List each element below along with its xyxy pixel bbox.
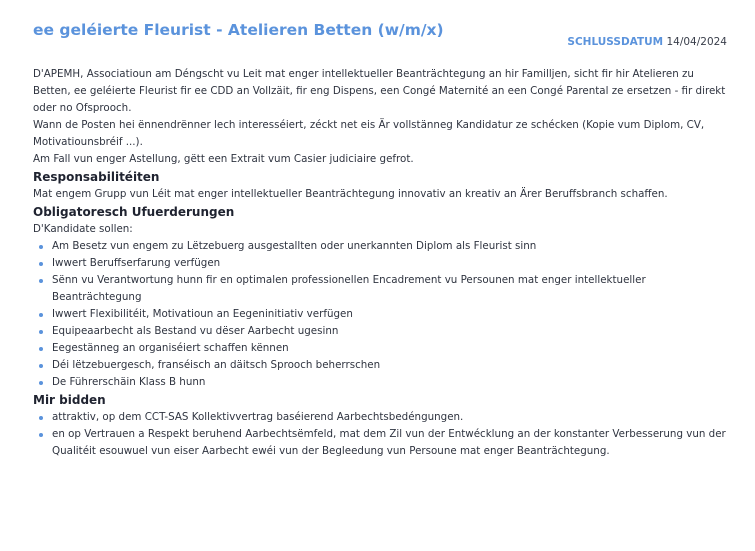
bullet-dot-icon: [39, 262, 43, 266]
list-item: [33, 323, 727, 340]
deadline: [567, 35, 727, 49]
requirements-intro: D'Kandidate sollen:: [33, 223, 133, 235]
bullet-dot-icon: [39, 245, 43, 249]
bullet-dot-icon: [39, 330, 43, 334]
list-item-text: Iwwert Flexibilitéit, Motivatioun an Eegeninitiativ verfügen: [52, 308, 353, 320]
offer-heading: Mir bidden: [33, 393, 106, 407]
job-posting: [33, 18, 727, 460]
list-item: [33, 238, 727, 255]
deadline-label: SCHLUSSDATUM: [567, 36, 664, 48]
list-item: [33, 306, 727, 323]
list-item-text: Déi lëtzebuergesch, franséisch an däitsch Sprooch beherrschen: [52, 359, 381, 371]
bullet-dot-icon: [39, 313, 43, 317]
bullet-dot-icon: [39, 433, 43, 437]
responsibilities-text: Mat engem Grupp vun Léit mat enger intellektueller Beanträchtegung innovativ an kreativ an Ärer Beruffsbranch schaffen.: [33, 188, 668, 200]
bullet-dot-icon: [39, 381, 43, 385]
intro-paragraph: D'APEMH, Associatioun am Déngscht vu Leit mat enger intellektueller Beanträchtegung an hir Familljen, sicht fir hir Atelieren zu Betten, ee geléierte Fleurist fir ee CDD an Vollzäit, fir eng Dispens, een Congé Maternité an een Congé Parental ze ersetzen - fir direkt oder no Ofsprooch.: [33, 68, 726, 114]
list-item-text: Eegestänneg an organiséiert schaffen kënnen: [52, 342, 289, 354]
list-item: [33, 426, 727, 460]
responsibilities-heading: Responsabilitéiten: [33, 170, 160, 184]
requirements-heading: Obligatoresch Ufuerderungen: [33, 205, 235, 219]
offer-list: [33, 409, 727, 460]
job-title: ee geléierte Fleurist - Atelieren Betten (w/m/x): [33, 21, 444, 39]
list-item: [33, 409, 727, 426]
list-item: [33, 357, 727, 374]
list-item-text: De Führerschäin Klass B hunn: [52, 376, 206, 388]
list-item-text: Iwwert Beruffserfarung verfügen: [52, 257, 221, 269]
criminal-record-paragraph: Am Fall vun enger Astellung, gëtt een Extrait vum Casier judiciaire gefrot.: [33, 153, 414, 165]
job-header: [33, 18, 727, 66]
list-item-text: en op Vertrauen a Respekt beruhend Aarbechtsëmfeld, mat dem Zil vun der Entwécklung an der konstanter Verbesserung vun der Qualitéit esouwuel vun eiser Aarbecht ewéi vun der Begleedung vun Persoune mat enger Beanträchtegung.: [52, 428, 726, 457]
bullet-dot-icon: [39, 279, 43, 283]
requirements-list: [33, 238, 727, 391]
bullet-dot-icon: [39, 347, 43, 351]
bullet-dot-icon: [39, 364, 43, 368]
bullet-dot-icon: [39, 416, 43, 420]
list-item: [33, 255, 727, 272]
list-item: [33, 340, 727, 357]
deadline-date: 14/04/2024: [666, 36, 727, 48]
list-item: [33, 374, 727, 391]
list-item-text: Am Besetz vun engem zu Lëtzebuerg ausgestallten oder unerkannten Diplom als Fleurist sinn: [52, 240, 537, 252]
list-item-text: Sënn vu Verantwortung hunn fir en optimalen professionellen Encadrement vu Persounen mat enger intellektueller Beanträchtegung: [52, 274, 646, 303]
list-item-text: Equipeaarbecht als Bestand vu dëser Aarbecht ugesinn: [52, 325, 339, 337]
list-item: [33, 272, 727, 306]
list-item-text: attraktiv, op dem CCT-SAS Kollektivvertrag baséierend Aarbechtsbedéngungen.: [52, 411, 464, 423]
application-paragraph: Wann de Posten hei ënnendrënner lech interesséiert, zéckt net eis Är vollstänneg Kandidatur ze schécken (Kopie vum Diplom, CV, Motivatiounsbréif ...).: [33, 119, 705, 148]
